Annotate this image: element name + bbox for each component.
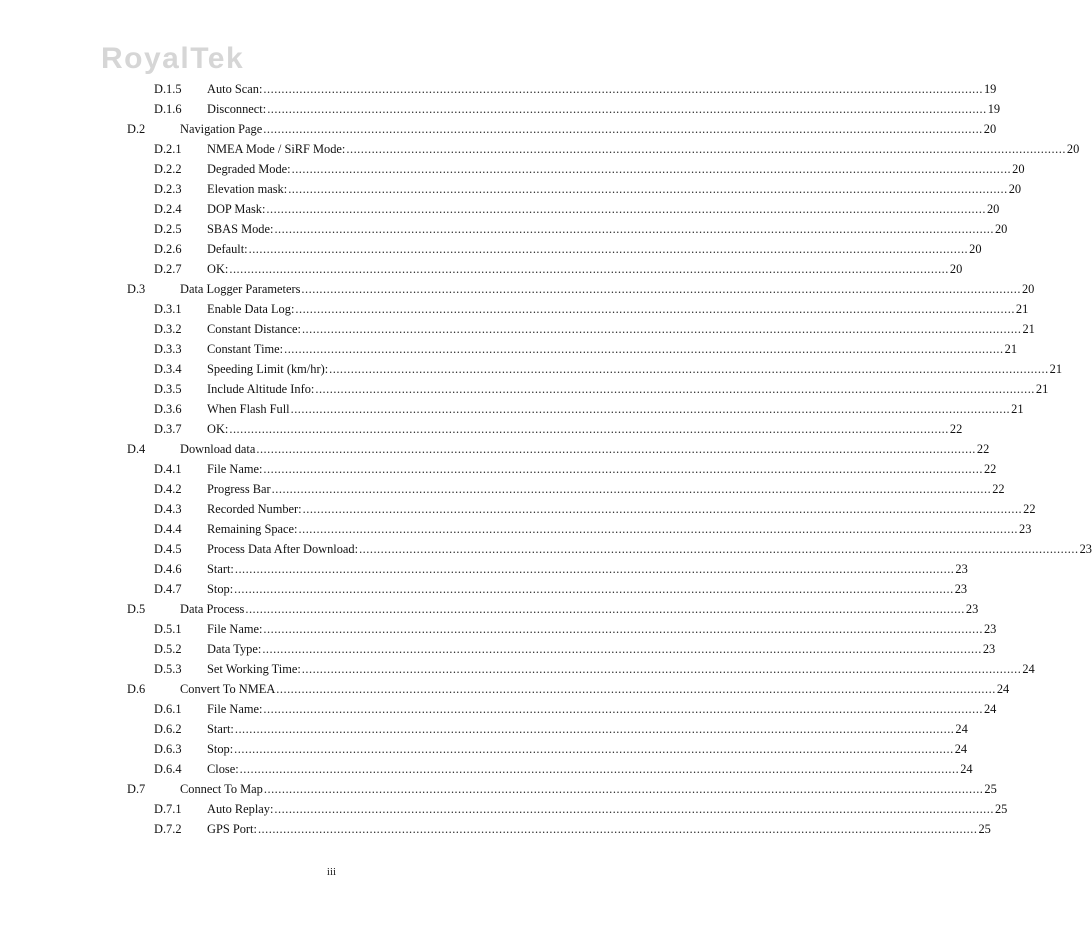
toc-dot-leader: ........................................................................................................................................................................................................: [271, 482, 992, 496]
toc-entry-title: Degraded Mode:: [207, 162, 291, 176]
toc-entry-number: D.2.5: [154, 222, 182, 236]
toc-entry-title: Data Process: [180, 602, 245, 616]
toc-entry-page: 19: [983, 82, 997, 96]
toc-entry-number: D.4.1: [154, 462, 182, 476]
royaltek-logo: RoyalTek: [101, 42, 245, 75]
toc-dot-leader: ........................................................................................................................................................................................................: [245, 602, 965, 616]
toc-entry-title: Default:: [207, 242, 248, 256]
toc-entry[interactable]: [0, 439, 990, 459]
toc-entry-title: Elevation mask:: [207, 182, 288, 196]
toc-dot-leader: ........................................................................................................................................................................................................: [263, 782, 984, 796]
toc-dot-leader: ........................................................................................................................................................................................................: [263, 122, 983, 136]
toc-entry-number: D.3.4: [154, 362, 182, 376]
toc-entry-number: D.6.1: [154, 702, 182, 716]
toc-dot-leader: ........................................................................................................................................................................................................: [257, 822, 978, 836]
toc-entry-title: Enable Data Log:: [207, 302, 295, 316]
toc-entry-page: 20: [994, 222, 1008, 236]
toc-entry[interactable]: [0, 779, 997, 799]
toc-entry-page: 25: [994, 802, 1008, 816]
toc-entry-number: D.1.5: [154, 82, 182, 96]
toc-dot-leader: ........................................................................................................................................................................................................: [263, 702, 983, 716]
toc-entry-title: GPS Port:: [207, 822, 257, 836]
toc-entry[interactable]: [0, 599, 979, 619]
toc-entry-number: D.3.2: [154, 322, 182, 336]
toc-dot-leader: ........................................................................................................................................................................................................: [229, 422, 949, 436]
toc-entry-number: D.2: [127, 122, 146, 136]
toc-entry-title: Auto Scan:: [207, 82, 263, 96]
toc-entry[interactable]: [0, 239, 982, 259]
toc-entry-page: 20: [1008, 182, 1022, 196]
toc-entry-title: Remaining Space:: [207, 522, 298, 536]
toc-entry[interactable]: [0, 259, 963, 279]
toc-dot-leader: ........................................................................................................................................................................................................: [263, 462, 983, 476]
toc-dot-leader: ........................................................................................................................................................................................................: [267, 102, 987, 116]
toc-entry[interactable]: [0, 739, 968, 759]
toc-entry-page: 22: [949, 422, 963, 436]
toc-dot-leader: ........................................................................................................................................................................................................: [266, 202, 986, 216]
toc-entry[interactable]: [0, 459, 997, 479]
toc-dot-leader: ........................................................................................................................................................................................................: [291, 162, 1012, 176]
toc-entry-page: 23: [982, 642, 996, 656]
page-number: iii: [326, 866, 337, 878]
toc-entry-number: D.3.7: [154, 422, 182, 436]
toc-entry[interactable]: [0, 759, 973, 779]
toc-entry[interactable]: [0, 499, 1036, 519]
toc-entry-title: Stop:: [207, 582, 234, 596]
toc-entry-page: 23: [954, 582, 968, 596]
toc-entry-title: Data Type:: [207, 642, 262, 656]
toc-dot-leader: ........................................................................................................................................................................................................: [298, 522, 1019, 536]
toc-dot-leader: ........................................................................................................................................................................................................: [234, 582, 954, 596]
toc-dot-leader: ........................................................................................................................................................................................................: [359, 542, 1079, 556]
toc-entry-title: OK:: [207, 422, 229, 436]
toc-entry-title: SBAS Mode:: [207, 222, 274, 236]
toc-entry-page: 23: [983, 622, 997, 636]
toc-dot-leader: ........................................................................................................................................................................................................: [315, 382, 1035, 396]
toc-entry-number: D.7: [127, 782, 146, 796]
toc-entry-title: File Name:: [207, 622, 263, 636]
toc-entry-page: 21: [1015, 302, 1029, 316]
toc-entry-page: 22: [1023, 502, 1036, 516]
toc-entry-number: D.3.3: [154, 342, 182, 356]
toc-entry-page: 22: [992, 482, 1005, 496]
toc-entry[interactable]: [0, 539, 1092, 559]
toc-entry-title: File Name:: [207, 702, 263, 716]
toc-dot-leader: ........................................................................................................................................................................................................: [346, 142, 1066, 156]
toc-entry-title: Convert To NMEA: [180, 682, 276, 696]
toc-entry-title: Speeding Limit (km/hr):: [207, 362, 329, 376]
toc-entry[interactable]: [0, 819, 991, 839]
toc-entry-number: D.3: [127, 282, 146, 296]
toc-entry-title: Constant Distance:: [207, 322, 301, 336]
toc-entry-title: Navigation Page: [180, 122, 263, 136]
toc-entry-number: D.1.6: [154, 102, 182, 116]
toc-entry[interactable]: [0, 399, 1024, 419]
toc-entry[interactable]: [0, 179, 1022, 199]
toc-entry-title: Disconnect:: [207, 102, 267, 116]
toc-entry[interactable]: [0, 799, 1008, 819]
toc-entry-page: 25: [984, 782, 997, 796]
toc-entry-number: D.2.1: [154, 142, 182, 156]
toc-entry-title: Constant Time:: [207, 342, 284, 356]
toc-entry[interactable]: [0, 99, 1001, 119]
toc-entry-number: D.2.4: [154, 202, 182, 216]
toc-dot-leader: ........................................................................................................................................................................................................: [248, 242, 969, 256]
toc-entry[interactable]: [0, 159, 1025, 179]
toc-entry-number: D.4.7: [154, 582, 182, 596]
toc-dot-leader: ........................................................................................................................................................................................................: [263, 82, 983, 96]
toc-entry-page: 24: [955, 722, 968, 736]
toc-dot-leader: ........................................................................................................................................................................................................: [288, 182, 1008, 196]
toc-entry-title: When Flash Full: [207, 402, 290, 416]
toc-entry-number: D.6.2: [154, 722, 182, 736]
toc-entry-number: D.6.4: [154, 762, 182, 776]
toc-entry-page: 23: [1019, 522, 1032, 536]
toc-entry-page: 21: [1011, 402, 1024, 416]
toc-dot-leader: ........................................................................................................................................................................................................: [274, 802, 994, 816]
toc-entry-number: D.7.1: [154, 802, 182, 816]
toc-entry[interactable]: [0, 339, 1018, 359]
toc-dot-leader: ........................................................................................................................................................................................................: [329, 362, 1049, 376]
toc-entry-number: D.4.6: [154, 562, 182, 576]
toc-dot-leader: ........................................................................................................................................................................................................: [274, 222, 994, 236]
toc-entry-page: 21: [1004, 342, 1018, 356]
table-of-contents: [0, 79, 1092, 839]
toc-entry-number: D.4.5: [154, 542, 182, 556]
toc-entry-number: D.2.2: [154, 162, 182, 176]
toc-entry[interactable]: [0, 639, 996, 659]
toc-entry-page: 20: [1066, 142, 1080, 156]
toc-entry-number: D.2.3: [154, 182, 182, 196]
toc-entry-number: D.5.2: [154, 642, 182, 656]
toc-entry-number: D.6: [127, 682, 146, 696]
toc-dot-leader: ........................................................................................................................................................................................................: [302, 502, 1023, 516]
toc-entry-page: 20: [983, 122, 997, 136]
toc-entry-number: D.3.5: [154, 382, 182, 396]
toc-dot-leader: ........................................................................................................................................................................................................: [295, 302, 1015, 316]
toc-entry-number: D.2.6: [154, 242, 182, 256]
toc-entry-page: 20: [1012, 162, 1025, 176]
toc-entry[interactable]: [0, 219, 1008, 239]
toc-entry-number: D.4.4: [154, 522, 182, 536]
toc-entry-page: 24: [983, 702, 997, 716]
toc-entry[interactable]: [0, 519, 1032, 539]
toc-entry-title: File Name:: [207, 462, 263, 476]
toc-dot-leader: ........................................................................................................................................................................................................: [284, 342, 1004, 356]
toc-entry-page: 24: [1022, 662, 1035, 676]
toc-entry-title: OK:: [207, 262, 229, 276]
toc-entry-title: Progress Bar: [207, 482, 271, 496]
toc-entry-page: 20: [1021, 282, 1035, 296]
toc-entry-number: D.3.6: [154, 402, 182, 416]
toc-entry-page: 24: [954, 742, 968, 756]
toc-entry-page: 20: [949, 262, 963, 276]
toc-entry-title: Start:: [207, 722, 234, 736]
toc-entry-page: 19: [987, 102, 1001, 116]
toc-entry-title: Data Logger Parameters: [180, 282, 301, 296]
toc-dot-leader: ........................................................................................................................................................................................................: [301, 662, 1022, 676]
toc-entry[interactable]: [0, 359, 1063, 379]
toc-entry-title: Stop:: [207, 742, 234, 756]
toc-entry-page: 20: [986, 202, 1000, 216]
toc-entry-number: D.3.1: [154, 302, 182, 316]
toc-dot-leader: ........................................................................................................................................................................................................: [256, 442, 976, 456]
toc-entry[interactable]: [0, 379, 1049, 399]
toc-dot-leader: ........................................................................................................................................................................................................: [301, 322, 1022, 336]
toc-entry-page: 21: [1022, 322, 1035, 336]
toc-entry-number: D.5: [127, 602, 146, 616]
toc-entry[interactable]: [0, 679, 1010, 699]
toc-entry-number: D.6.3: [154, 742, 182, 756]
toc-entry[interactable]: [0, 579, 968, 599]
toc-entry-title: Include Altitude Info:: [207, 382, 315, 396]
toc-entry[interactable]: [0, 419, 963, 439]
toc-entry[interactable]: [0, 119, 997, 139]
toc-entry-title: Recorded Number:: [207, 502, 302, 516]
toc-entry-page: 22: [983, 462, 997, 476]
toc-entry[interactable]: [0, 199, 1000, 219]
toc-dot-leader: ........................................................................................................................................................................................................: [263, 622, 983, 636]
toc-entry-number: D.4.2: [154, 482, 182, 496]
toc-entry-title: Download data: [180, 442, 256, 456]
toc-entry-page: 23: [955, 562, 968, 576]
toc-dot-leader: ........................................................................................................................................................................................................: [229, 262, 949, 276]
toc-entry-page: 24: [996, 682, 1010, 696]
toc-entry[interactable]: [0, 319, 1035, 339]
toc-dot-leader: ........................................................................................................................................................................................................: [234, 722, 955, 736]
toc-dot-leader: ........................................................................................................................................................................................................: [290, 402, 1011, 416]
toc-entry-number: D.5.3: [154, 662, 182, 676]
toc-entry-title: Start:: [207, 562, 234, 576]
toc-entry-page: 25: [978, 822, 991, 836]
toc-entry-title: Set Working Time:: [207, 662, 301, 676]
toc-dot-leader: ........................................................................................................................................................................................................: [262, 642, 982, 656]
toc-entry-number: D.4.3: [154, 502, 182, 516]
toc-entry[interactable]: [0, 299, 1029, 319]
toc-entry-page: 24: [960, 762, 973, 776]
toc-entry-number: D.7.2: [154, 822, 182, 836]
toc-entry[interactable]: [0, 79, 997, 99]
toc-dot-leader: ........................................................................................................................................................................................................: [234, 562, 955, 576]
toc-entry[interactable]: [0, 279, 1035, 299]
toc-dot-leader: ........................................................................................................................................................................................................: [301, 282, 1021, 296]
toc-entry-number: D.5.1: [154, 622, 182, 636]
toc-entry[interactable]: [0, 479, 1005, 499]
toc-entry[interactable]: [0, 619, 997, 639]
toc-entry-page: 22: [976, 442, 990, 456]
toc-entry-title: Auto Replay:: [207, 802, 274, 816]
toc-entry-number: D.4: [127, 442, 146, 456]
toc-entry-page: 21: [1049, 362, 1063, 376]
toc-entry[interactable]: [0, 699, 997, 719]
toc-entry-title: NMEA Mode / SiRF Mode:: [207, 142, 346, 156]
toc-dot-leader: ........................................................................................................................................................................................................: [239, 762, 960, 776]
toc-entry[interactable]: [0, 659, 1035, 679]
toc-entry-page: 21: [1035, 382, 1049, 396]
toc-entry-title: Connect To Map: [180, 782, 263, 796]
toc-entry-page: 23: [965, 602, 979, 616]
toc-entry-page: 23: [1079, 542, 1092, 556]
toc-entry-title: Process Data After Download:: [207, 542, 359, 556]
toc-entry[interactable]: [0, 139, 1080, 159]
toc-entry[interactable]: [0, 719, 968, 739]
toc-dot-leader: ........................................................................................................................................................................................................: [276, 682, 996, 696]
toc-entry-title: DOP Mask:: [207, 202, 266, 216]
toc-entry-number: D.2.7: [154, 262, 182, 276]
toc-entry[interactable]: [0, 559, 968, 579]
toc-dot-leader: ........................................................................................................................................................................................................: [234, 742, 954, 756]
toc-entry-title: Close:: [207, 762, 239, 776]
toc-entry-page: 20: [969, 242, 982, 256]
